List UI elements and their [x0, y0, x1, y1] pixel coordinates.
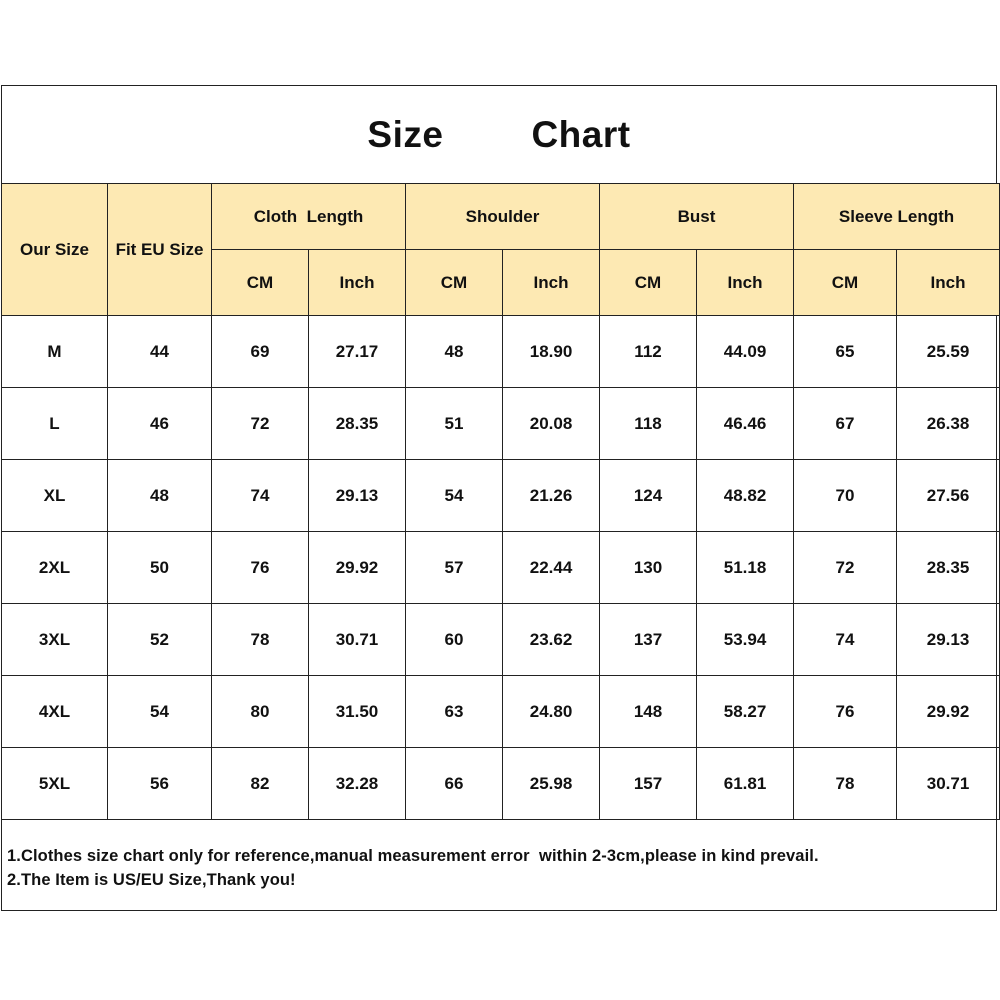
table-cell: 76: [212, 532, 309, 604]
table-cell: 25.59: [897, 316, 1000, 388]
size-chart: [1, 85, 997, 911]
table-cell: 26.38: [897, 388, 1000, 460]
table-cell: 78: [212, 604, 309, 676]
table-cell: 48: [406, 316, 503, 388]
table-cell: 23.62: [503, 604, 600, 676]
header-our-size: Our Size: [2, 184, 108, 316]
table-cell: 72: [212, 388, 309, 460]
table-cell: 60: [406, 604, 503, 676]
chart-title: [2, 86, 996, 184]
table-cell: 29.92: [309, 532, 406, 604]
table-cell: 20.08: [503, 388, 600, 460]
unit-inch: Inch: [897, 250, 1000, 316]
table-cell: 48.82: [697, 460, 794, 532]
table-cell: 66: [406, 748, 503, 820]
table-cell: 30.71: [309, 604, 406, 676]
table-cell: 56: [108, 748, 212, 820]
table-cell: 51: [406, 388, 503, 460]
unit-cm: CM: [600, 250, 697, 316]
table-cell: 53.94: [697, 604, 794, 676]
table-cell: 157: [600, 748, 697, 820]
note-1: 1.Clothes size chart only for reference,manual measurement error within 2-3cm,please in kind prevail.: [7, 847, 819, 865]
table-cell: 78: [794, 748, 897, 820]
table-cell: 148: [600, 676, 697, 748]
table-cell: 70: [794, 460, 897, 532]
table-cell: 58.27: [697, 676, 794, 748]
table-cell: 50: [108, 532, 212, 604]
table-cell: 130: [600, 532, 697, 604]
table-row: [2, 388, 1000, 460]
table-cell: 27.17: [309, 316, 406, 388]
unit-cm: CM: [406, 250, 503, 316]
size-table: [1, 183, 1000, 820]
unit-inch: Inch: [309, 250, 406, 316]
table-cell: 27.56: [897, 460, 1000, 532]
table-row: [2, 604, 1000, 676]
table-cell: 72: [794, 532, 897, 604]
table-cell: 82: [212, 748, 309, 820]
header-row-groups: [2, 184, 1000, 250]
header-shoulder: Shoulder: [406, 184, 600, 250]
table-cell: 46.46: [697, 388, 794, 460]
table-cell: 24.80: [503, 676, 600, 748]
table-cell: 29.13: [309, 460, 406, 532]
table-cell: 74: [794, 604, 897, 676]
size-cell: L: [2, 388, 108, 460]
unit-cm: CM: [794, 250, 897, 316]
table-cell: 57: [406, 532, 503, 604]
table-cell: 54: [406, 460, 503, 532]
table-cell: 124: [600, 460, 697, 532]
table-cell: 29.13: [897, 604, 1000, 676]
table-cell: 65: [794, 316, 897, 388]
table-cell: 30.71: [897, 748, 1000, 820]
header-sleeve-length: Sleeve Length: [794, 184, 1000, 250]
table-cell: 18.90: [503, 316, 600, 388]
table-cell: 51.18: [697, 532, 794, 604]
title-word-size: Size: [367, 114, 444, 155]
table-cell: 28.35: [897, 532, 1000, 604]
table-row: [2, 748, 1000, 820]
table-cell: 63: [406, 676, 503, 748]
table-cell: 48: [108, 460, 212, 532]
table-cell: 74: [212, 460, 309, 532]
table-cell: 28.35: [309, 388, 406, 460]
table-row: [2, 676, 1000, 748]
table-row: [2, 316, 1000, 388]
header-fit-eu-size: Fit EU Size: [108, 184, 212, 316]
table-cell: 69: [212, 316, 309, 388]
size-cell: 3XL: [2, 604, 108, 676]
table-cell: 29.92: [897, 676, 1000, 748]
table-body: [2, 316, 1000, 820]
table-cell: 52: [108, 604, 212, 676]
table-cell: 44.09: [697, 316, 794, 388]
table-cell: 112: [600, 316, 697, 388]
table-cell: 46: [108, 388, 212, 460]
unit-cm: CM: [212, 250, 309, 316]
note-2: 2.The Item is US/EU Size,Thank you!: [7, 871, 296, 889]
table-cell: 25.98: [503, 748, 600, 820]
table-cell: 80: [212, 676, 309, 748]
size-cell: 2XL: [2, 532, 108, 604]
table-cell: 76: [794, 676, 897, 748]
title-word-chart: Chart: [531, 114, 631, 155]
size-cell: 5XL: [2, 748, 108, 820]
unit-inch: Inch: [503, 250, 600, 316]
header-cloth-length: Cloth Length: [212, 184, 406, 250]
table-row: [2, 460, 1000, 532]
table-row: [2, 532, 1000, 604]
table-cell: 31.50: [309, 676, 406, 748]
table-cell: 44: [108, 316, 212, 388]
table-cell: 67: [794, 388, 897, 460]
size-cell: XL: [2, 460, 108, 532]
size-cell: M: [2, 316, 108, 388]
table-cell: 118: [600, 388, 697, 460]
table-cell: 32.28: [309, 748, 406, 820]
table-cell: 61.81: [697, 748, 794, 820]
table-cell: 137: [600, 604, 697, 676]
table-cell: 21.26: [503, 460, 600, 532]
table-cell: 22.44: [503, 532, 600, 604]
size-cell: 4XL: [2, 676, 108, 748]
header-bust: Bust: [600, 184, 794, 250]
notes: [7, 844, 819, 892]
table-cell: 54: [108, 676, 212, 748]
unit-inch: Inch: [697, 250, 794, 316]
